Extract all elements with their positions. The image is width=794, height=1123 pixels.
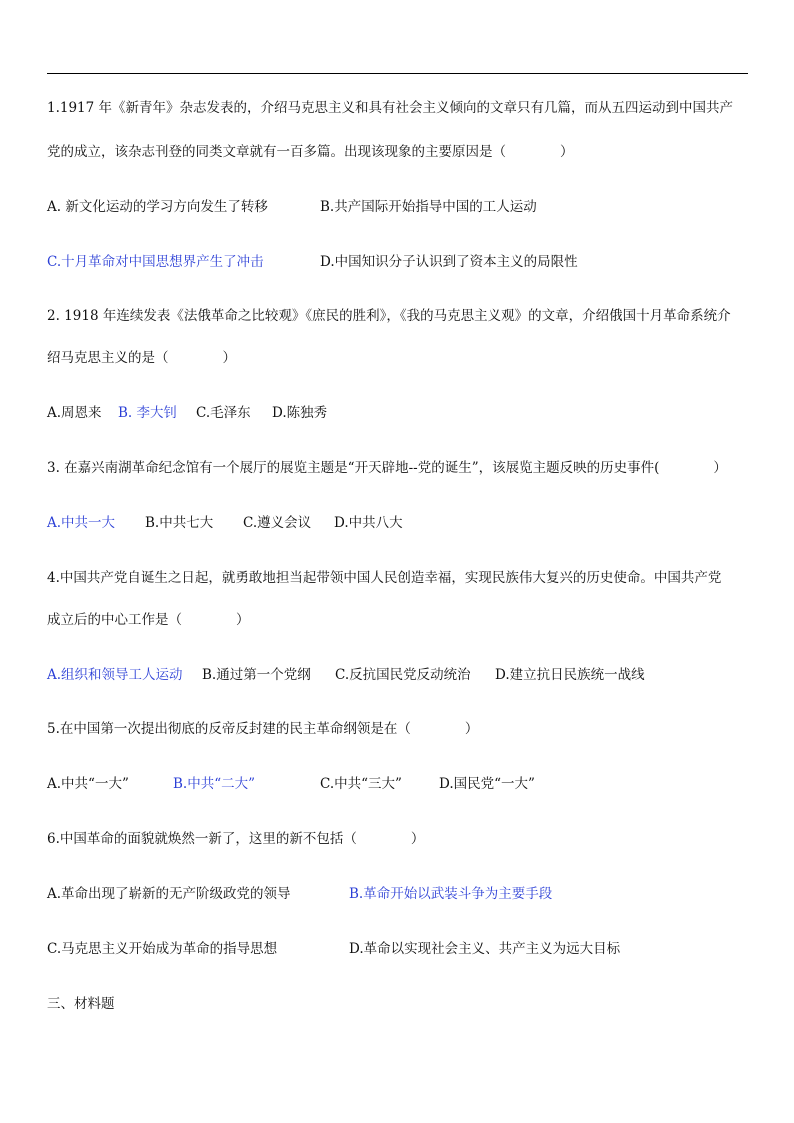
q3-option-b: B.中共七大 — [145, 515, 214, 531]
q5-option-c: C.中共“三大” — [320, 776, 402, 792]
q5-option-b-answer: B.中共“二大” — [173, 776, 256, 792]
q4-option-a-answer: A.组织和领导工人运动 — [47, 667, 183, 683]
q3-option-a-answer: A.中共一大 — [47, 515, 116, 531]
q3-option-c: C.遵义会议 — [243, 515, 312, 531]
q2-option-c: C.毛泽东 — [196, 405, 251, 421]
q6-stem: 6.中国革命的面貌就焕然一新了，这里的新不包括（ ） — [47, 831, 425, 847]
q6-option-a: A.革命出现了崭新的无产阶级政党的领导 — [47, 886, 291, 902]
q1-option-a: A. 新文化运动的学习方向发生了转移 — [47, 199, 268, 215]
q4-stem-line2: 成立后的中心工作是（ ） — [47, 612, 250, 628]
q1-option-b: B.共产国际开始指导中国的工人运动 — [320, 199, 537, 215]
header-rule — [47, 73, 748, 74]
q5-option-a: A.中共“一大” — [47, 776, 129, 792]
q4-stem-line1: 4.中国共产党自诞生之日起，就勇敢地担当起带领中国人民创造幸福，实现民族伟大复兴的历史使命。中国共产党 — [47, 570, 722, 586]
q1-stem-line2: 党的成立，该杂志刊登的同类文章就有一百多篇。出现该现象的主要原因是（ ） — [47, 144, 574, 160]
q2-option-b-answer: B. 李大钊 — [118, 405, 178, 421]
q6-option-c: C.马克思主义开始成为革命的指导思想 — [47, 941, 278, 957]
q2-option-d: D.陈独秀 — [272, 405, 328, 421]
q6-option-d: D.革命以实现社会主义、共产主义为远大目标 — [349, 941, 621, 957]
q3-option-d: D.中共八大 — [334, 515, 403, 531]
q4-option-b: B.通过第一个党纲 — [202, 667, 311, 683]
q1-option-c-answer: C.十月革命对中国思想界产生了冲击 — [47, 254, 264, 270]
q5-option-d: D.国民党“一大” — [439, 776, 535, 792]
q2-stem-line1: 2. 1918 年连续发表《法俄革命之比较观》《庶民的胜利》，《我的马克思主义观》的文章，介绍俄国十月革命系统介 — [47, 308, 731, 324]
q2-option-a: A.周恩来 — [47, 405, 102, 421]
q6-option-b-answer: B.革命开始以武装斗争为主要手段 — [349, 886, 553, 902]
q2-stem-line2: 绍马克思主义的是（ ） — [47, 350, 236, 366]
q3-stem: 3. 在嘉兴南湖革命纪念馆有一个展厅的展览主题是“开天辟地--党的诞生”，该展览主题反映的历史事件( ） — [47, 460, 727, 476]
q1-stem-line1: 1.1917 年《新青年》杂志发表的，介绍马克思主义和具有社会主义倾向的文章只有几篇，而从五四运动到中国共产 — [47, 100, 734, 116]
q4-option-c: C.反抗国民党反动统治 — [335, 667, 471, 683]
q1-option-d: D.中国知识分子认识到了资本主义的局限性 — [320, 254, 578, 270]
section-heading-material: 三、材料题 — [47, 996, 115, 1012]
q4-option-d: D.建立抗日民族统一战线 — [495, 667, 645, 683]
q5-stem: 5.在中国第一次提出彻底的反帝反封建的民主革命纲领是在（ ） — [47, 721, 479, 737]
